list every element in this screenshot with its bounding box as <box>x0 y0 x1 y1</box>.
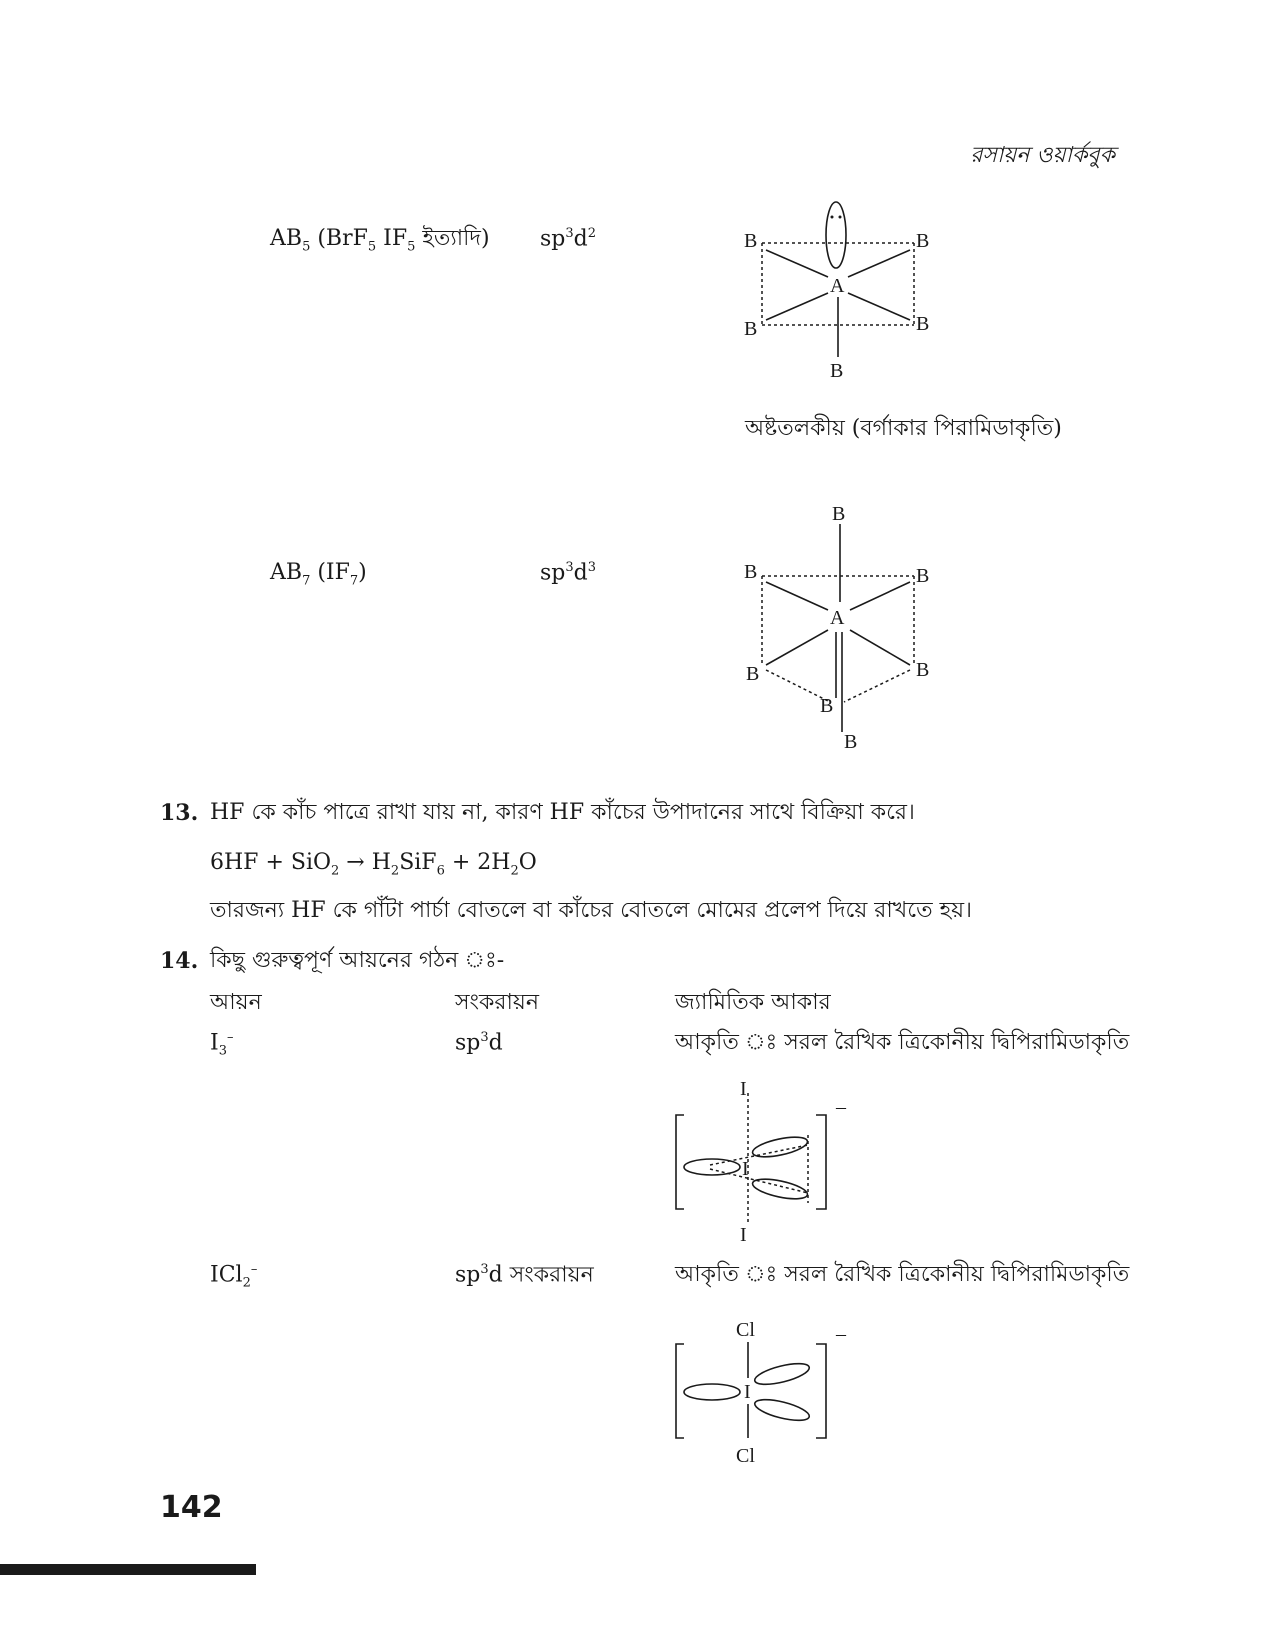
footer-bar <box>0 1564 256 1575</box>
atom-b: B <box>844 731 858 753</box>
lone-pair-lobe <box>753 1395 811 1424</box>
ion-i3: $I_3^-$ <box>210 1030 234 1059</box>
atom-b: B <box>916 230 930 252</box>
atom-b: B <box>744 318 758 340</box>
atom-b: B <box>916 659 930 681</box>
page-number: 142 <box>160 1490 223 1525</box>
atom-b: B <box>744 561 758 583</box>
col-header-shape: জ্যামিতিক আকার <box>675 990 831 1015</box>
formula-ab5: $AB_5$ (BrF$_5$ $IF_5$ ইত্যাদি) <box>270 226 490 255</box>
ion-icl2: ICl$_2$– <box>210 1262 258 1291</box>
hybridization-sp3d2: $sp^3d^2$ <box>540 226 597 252</box>
atom-a: A <box>830 275 845 297</box>
shape-caption: অষ্টতলকীয় (বর্গাকার পিরামিডাকৃতি) <box>745 416 1062 441</box>
item14-text: কিছু গুরুত্বপূর্ণ আয়নের গঠন ঃ- <box>210 948 505 973</box>
atom-b: B <box>744 230 758 252</box>
atom-b: B <box>916 313 930 335</box>
chemical-equation: $6HF + SiO_2 \to H_2SiF_6 + 2H_2O$ <box>210 850 537 879</box>
atom-i: I <box>740 1224 747 1246</box>
item-number-14: 14. <box>160 948 199 974</box>
lone-pair-lobe <box>753 1359 811 1388</box>
col-header-hybridization: সংকরায়ন <box>455 990 539 1015</box>
atom-i: I <box>740 1078 747 1100</box>
pentagonal-bipyramidal-diagram <box>720 500 960 760</box>
charge-minus: – <box>836 1323 846 1345</box>
lone-pair-lobe <box>684 1159 740 1175</box>
col-header-ion: আয়ন <box>210 990 262 1015</box>
atom-b: B <box>746 663 760 685</box>
i3-ion-diagram <box>670 1075 870 1250</box>
atom-b: B <box>830 360 844 382</box>
atom-cl: Cl <box>736 1445 755 1467</box>
item-number-13: 13. <box>160 800 199 826</box>
formula-ab7: $AB_7$ $(IF_7)$ <box>270 560 367 589</box>
item13-text: HF কে কাঁচ পাত্রে রাখা যায় না, কারণ HF কাঁচের উপাদানের সাথে বিক্রিয়া করে। <box>210 800 915 825</box>
hybridization-sp3d3: $sp^3d^3$ <box>540 560 597 586</box>
hyb-i3: $sp^3d$ <box>455 1030 503 1056</box>
lone-pair-lobe <box>684 1384 740 1400</box>
shape-i3: আকৃতি ঃ সরল রৈখিক ত্রিকোনীয় দ্বিপিরামিডাকৃতি <box>675 1030 1130 1055</box>
lone-pair-lobe <box>826 202 846 268</box>
icl2-ion-diagram <box>670 1310 870 1480</box>
atom-a: A <box>830 607 845 629</box>
running-header: রসায়ন ওয়ার্কবুক <box>970 143 1115 168</box>
charge-minus: – <box>836 1096 846 1118</box>
atom-b: B <box>832 503 846 525</box>
atom-i: I <box>744 1381 751 1403</box>
atom-i: I <box>742 1158 749 1180</box>
shape-icl2: আকৃতি ঃ সরল রৈখিক ত্রিকোনীয় দ্বিপিরামিডাকৃতি <box>675 1262 1130 1287</box>
atom-cl: Cl <box>736 1319 755 1341</box>
atom-b: B <box>916 565 930 587</box>
atom-b: B <box>820 695 834 717</box>
lone-pair-lobe <box>751 1175 809 1202</box>
hyb-icl2: $sp^3d$ সংকরায়ন <box>455 1262 594 1288</box>
item13-note: তারজন্য HF কে গাঁটা পার্চা বোতলে বা কাঁচের বোতলে মোমের প্রলেপ দিয়ে রাখতে হয়। <box>210 898 972 923</box>
square-pyramidal-diagram <box>720 195 960 395</box>
